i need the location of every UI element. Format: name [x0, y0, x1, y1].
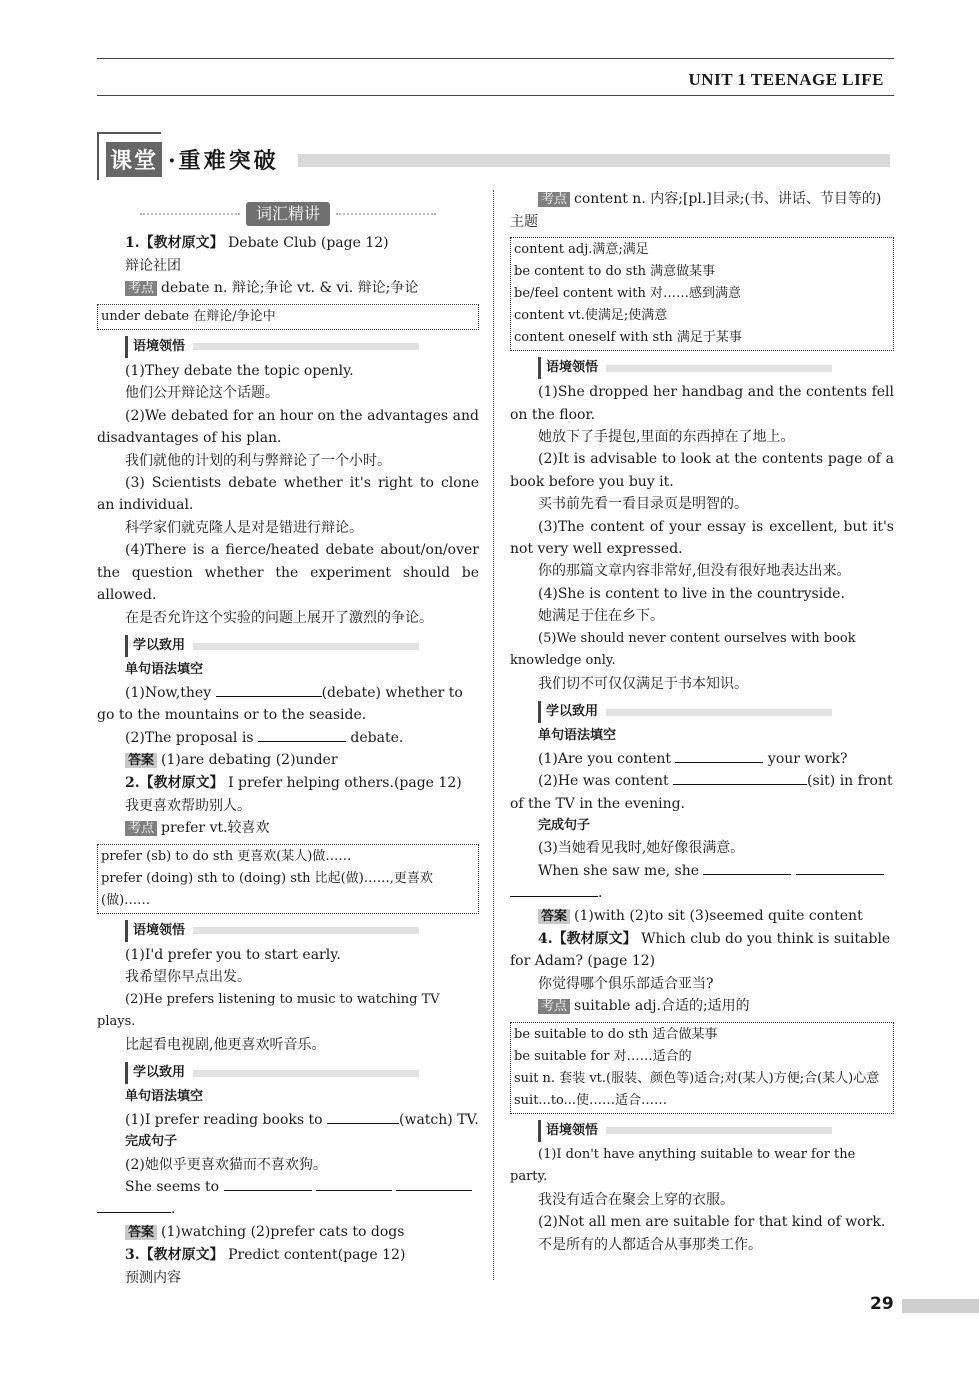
- item4-ex: (1)I don't have anything suitable to wear for the party.: [510, 1147, 856, 1185]
- column-divider: [493, 190, 494, 1280]
- item2-ex: 我希望你早点出发。: [125, 969, 251, 986]
- item4-yujing: 语境领悟: [538, 1120, 894, 1142]
- item3-q1: (1)Are you content your work?: [510, 748, 894, 770]
- item1-ex: 我们就他的计划的利与弊辩论了一个小时。: [125, 452, 391, 469]
- item1-ex: (3) Scientists debate whether it's right to clone an individual.: [97, 475, 479, 514]
- item3-q3-end: .: [510, 882, 894, 904]
- item3-answer: 答案 (1)with (2)to sit (3)seemed quite content: [510, 905, 894, 928]
- blank: [510, 882, 598, 897]
- item3-q3-en: When she saw me, she: [510, 860, 894, 882]
- item3-head: 3.【教材原文】 Predict content(page 12): [125, 1247, 406, 1264]
- item2-head: 2.【教材原文】 I prefer helping others.(page 12): [125, 775, 462, 792]
- item1-xueyi: 学以致用: [125, 635, 479, 657]
- item3-q2: (2)He was content (sit) in front of the TV in the evening.: [510, 770, 894, 815]
- item3-ex: (2)It is advisable to look at the contents page of a book before you buy it.: [510, 451, 894, 490]
- item2-trans: 我更喜欢帮助别人。: [125, 797, 251, 814]
- item2-yujing: 语境领悟: [125, 920, 479, 942]
- section-bar: [298, 154, 890, 167]
- item3-ex: 我们切不可仅仅满足于书本知识。: [538, 675, 748, 692]
- item1-kaodian: 考点 debate n. 辩论;争论 vt. & vi. 辩论;争论: [97, 277, 479, 300]
- unit-header: UNIT 1 TEENAGE LIFE: [688, 70, 884, 89]
- vocab-heading: [97, 202, 479, 226]
- blank: [316, 1176, 392, 1191]
- left-column: [97, 198, 479, 1289]
- item1-yujing: 语境领悟: [125, 336, 479, 358]
- item3-wancheng: 完成句子: [538, 817, 591, 833]
- item3-box: content adj.满意;满足 be content to do sth 满意做某事 be/feel content with 对……感到满意 content vt.使满足;使满意 content oneself with sth 满足于某事: [510, 237, 894, 351]
- item4-ex: (2)Not all men are suitable for that kind of work.: [538, 1214, 886, 1231]
- blank: [224, 1176, 312, 1191]
- blank: [703, 860, 791, 875]
- item2-ex: 比起看电视剧,他更喜欢听音乐。: [125, 1036, 326, 1053]
- blank: [396, 1176, 472, 1191]
- item4-ex: 我没有适合在聚会上穿的衣服。: [538, 1191, 734, 1208]
- item2-kaodian: 考点 prefer vt.较喜欢: [97, 817, 479, 840]
- item4-head: 4.【教材原文】 Which club do you think is suitable for Adam? (page 12): [510, 930, 891, 970]
- item2-ex: (2)He prefers listening to music to watching TV plays.: [97, 991, 440, 1030]
- blank: [97, 1198, 171, 1213]
- item1-ex: 在是否允许这个实验的问题上展开了激烈的争论。: [125, 609, 433, 626]
- section-title: ·重难突破: [168, 148, 279, 174]
- blank: [673, 770, 807, 785]
- blank: [216, 682, 322, 697]
- item1-ex: (4)There is a fierce/heated debate about/on/over the question whether the experiment should be allowed.: [97, 542, 479, 604]
- item4-kaodian: 考点 suitable adj.合适的;适用的: [510, 995, 894, 1018]
- item3-q3: (3)当她看见我时,她好像很满意。: [538, 840, 745, 857]
- item1-ex: (2)We debated for an hour on the advantages and disadvantages of his plan.: [97, 407, 479, 447]
- item2-answer: 答案 (1)watching (2)prefer cats to dogs: [97, 1221, 479, 1244]
- blank: [258, 727, 346, 742]
- item3-ex: 她放下了手提包,里面的东西掉在了地上。: [538, 429, 795, 446]
- item1-answer: 答案 (1)are debating (2)under: [97, 749, 479, 772]
- item2-wancheng: 完成句子: [125, 1134, 178, 1150]
- right-column: [510, 188, 894, 1256]
- section-key: 课堂: [106, 142, 162, 177]
- blank: [327, 1109, 399, 1124]
- item3-ex: 她满足于住在乡下。: [538, 608, 664, 625]
- item2-q2: (2)她似乎更喜欢猫而不喜欢狗。: [125, 1156, 327, 1173]
- item1-ex: (1)They debate the topic openly.: [125, 363, 354, 380]
- item2-box: prefer (sb) to do sth 更喜欢(某人)做…… prefer (doing) sth to (doing) sth 比起(做)……,更喜欢(做)……: [97, 844, 479, 914]
- item2-q2-en: She seems to: [97, 1176, 479, 1198]
- top-rule: [97, 58, 894, 59]
- item1-box: under debate 在辩论/争论中: [97, 304, 479, 330]
- item2-ex: (1)I'd prefer you to start early.: [125, 946, 341, 963]
- item1-q2: (2)The proposal is debate.: [97, 727, 479, 749]
- item3-xueyi: 学以致用: [538, 701, 894, 723]
- item3-ex: 买书前先看一看目录页是明智的。: [538, 496, 748, 513]
- item4-ex: 不是所有的人都适合从事那类工作。: [538, 1236, 762, 1253]
- item3-ex: (4)She is content to live in the countryside.: [538, 585, 845, 602]
- item3-ex: (1)She dropped her handbag and the contents fell on the floor.: [510, 384, 894, 423]
- item3-ex: (5)We should never content ourselves with book knowledge only.: [510, 630, 856, 669]
- item3-yujing: 语境领悟: [538, 357, 894, 379]
- item4-trans: 你觉得哪个俱乐部适合亚当?: [538, 975, 714, 992]
- item1-danju: 单句语法填空: [125, 662, 204, 678]
- item2-q1: (1)I prefer reading books to (watch) TV.: [97, 1109, 479, 1131]
- item2-danju: 单句语法填空: [125, 1089, 204, 1105]
- item1-head: 1.【教材原文】 Debate Club (page 12): [125, 235, 389, 252]
- item3-trans: 预测内容: [125, 1269, 181, 1286]
- header-rule: [97, 95, 894, 96]
- item4-box: be suitable to do sth 适合做某事 be suitable for 对……适合的 suit n. 套装 vt.(服装、颜色等)适合;对(某人)方便;合(某人)心意 suit...to...使……适合……: [510, 1022, 894, 1114]
- blank: [675, 748, 763, 763]
- blank: [796, 860, 884, 875]
- item3-kaodian: 考点 content n. 内容;[pl.]目录;(书、讲话、节目等的)主题: [510, 191, 882, 231]
- item3-danju: 单句语法填空: [538, 728, 617, 744]
- item2-q2-end: .: [97, 1198, 479, 1220]
- item1-ex: 他们公开辩论这个话题。: [125, 385, 279, 402]
- vocab-label: 词汇精讲: [246, 202, 330, 226]
- item3-ex: 你的那篇文章内容非常好,但没有很好地表达出来。: [538, 563, 851, 580]
- item3-ex: (3)The content of your essay is excellent, but it's not very well expressed.: [510, 518, 894, 558]
- item1-ex: 科学家们就克隆人是对是错进行辩论。: [125, 519, 363, 536]
- item1-q1: (1)Now,they (debate) whether to go to the mountains or to the seaside.: [97, 682, 479, 727]
- page-number-bar: [902, 1299, 979, 1313]
- item2-xueyi: 学以致用: [125, 1062, 479, 1084]
- page-number: 29: [870, 1294, 894, 1314]
- item1-trans: 辩论社团: [125, 257, 181, 274]
